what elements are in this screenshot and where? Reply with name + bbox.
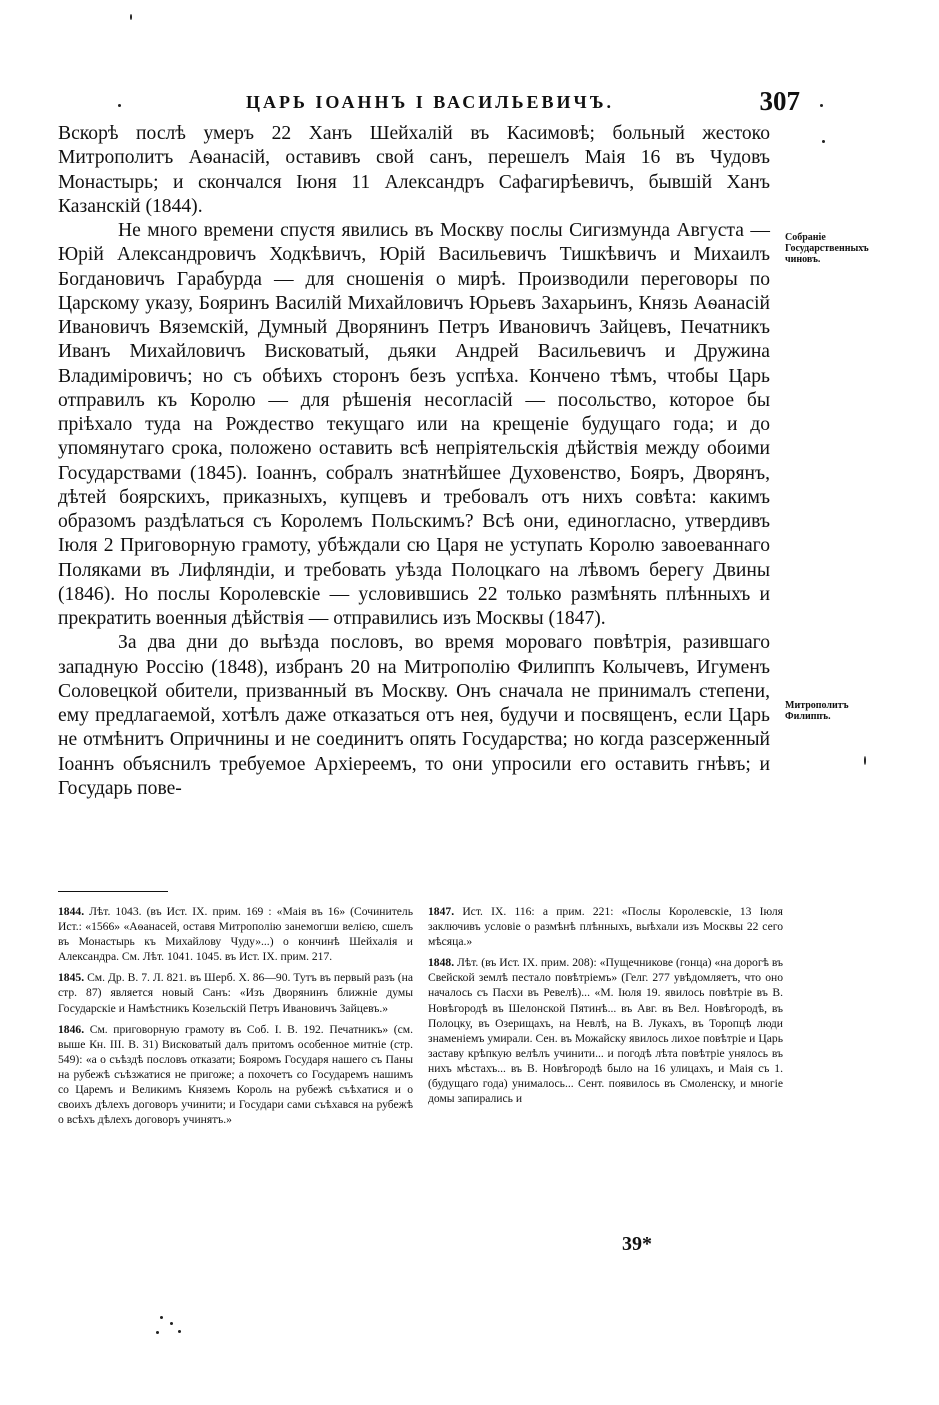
footnote-text: См. Др. В. 7. Л. 821. въ Шерб. Х. 86—90. Тутъ въ первый разъ (на стр. 87) является новый Санъ: «Изъ Дворянинъ ближніе думы Государскіе и Намѣстникъ Козельскій Петръ Ивановичъ Зайцевъ.» — [58, 971, 413, 1015]
paragraph: За два дни до выѣзда пословъ, во время мороваго повѣтрія, разившаго западную Россію (1848), избранъ 20 на Митрополію Филиппъ Колычевъ, Игуменъ Соловецкой обители, призванный въ Москву. Онъ сначала не принималъ степени, ему предлагаемой, хотѣлъ даже отказаться отъ нея, будучи и посвященъ, если Царь не отмѣнитъ Опричнины и не соединитъ опять Государства; но когда разсерженный Іоаннъ объяснилъ требуемое Архіереемъ, то они упросили его оставить гнѣвъ; и Государь пове- — [58, 632, 770, 799]
footnote-rule — [58, 891, 168, 892]
page-header — [60, 86, 800, 120]
margin-note: Митрополитъ Филиппъ. — [785, 700, 849, 722]
scan-speck — [118, 104, 121, 107]
printer-signature-mark: 39* — [622, 1233, 652, 1255]
footnote-number: 1844. — [58, 905, 85, 918]
footnote-number: 1845. — [58, 971, 85, 985]
margin-note: Собраніе Государственныхъ чиновъ. — [785, 232, 869, 265]
scan-speck — [864, 756, 866, 765]
footnote-number: 1847. — [428, 905, 455, 918]
footnote-text: См. приговорную грамоту въ Соб. I. В. 192. Печатникъ» (см. выше Кн. III. В. 31) Висковатый далъ притомъ особенное митніе (стр. 549): «а о съѣздѣ пословъ отказати; Бояромъ Государя нашего съ Паны на рубежѣ съѣзжатися не пригоже; а похочетъ со Государемъ нашимъ со Царемъ и Великимъ Княземъ Король на рубежѣ съѣхатися и о своихъ дѣлехъ договоръ учинити; и Государи сами съѣхався на рубежѣ о всѣхъ дѣлехъ договоръ учинятъ.» — [58, 1022, 413, 1127]
paragraph: Не много времени спустя явились въ Москву послы Сигизмунда Августа — Юрій Александровичъ Ходкѣвичъ, Юрій Васильевичъ Тишкѣвичъ и Михаилъ Богдановичъ Гарабурда — для сношенія о мирѣ. Производили переговоры по Царскому указу, Бояринъ Василій Михайловичъ Юрьевъ Захарьинъ, Князь Аѳанасій Ивановичъ Вяземскій, Думный Дворянинъ Петръ Ивановичъ Зайцевъ, Печатникъ Иванъ Михайловичъ Висковатый, дьяки Андрей Васильевичъ и Дружина Владиміровичъ; но съ обѣихъ сторонъ безъ успѣха. Кончено тѣмъ, чтобы Царь отправилъ къ Королю — для рѣшенія несогласій — посольство, которое бы пріѣхало туда на Рождество текущаго или на крещеніе будущаго года; и до упомянутаго срока, положено оставить всѣ непріятельскія дѣйствія между обоими Государствами (1845). Іоаннъ, собралъ знатнѣйшее Духовенство, Бояръ, Дворянъ, дѣтей боярскихъ, приказныхъ, купцевъ и требовалъ отъ нихъ совѣта: какимъ образомъ раздѣлаться съ Королемъ Польскимъ? Всѣ они, единогласно, утвердивъ Іюля 2 Приговорную грамоту, убѣждали сю Царя не уступать Королю завоеваннаго Поляками въ Лифляндіи, и требовать уѣзда Полоцкаго на лѣвомъ берегу Двины (1846). Но послы Королевскіе — условившись 22 только размѣнять плѣнныхъ и прекратить военныя дѣйствія — отправились изъ Москвы (1847). — [58, 220, 770, 629]
footnote — [428, 955, 783, 1106]
footnotes-left-column — [58, 904, 413, 1133]
scan-speck — [130, 14, 132, 20]
footnote-text: Ист. IX. 116: а прим. 221: «Послы Королевскіе, 13 Іюля заключивъ условіе о размѣнѣ плѣнныхъ, выѣхали изъ Москвы 22 сего мѣсяца.» — [428, 905, 784, 949]
footnote-text: Лѣт. (въ Ист. IX. прим. 208): «Пущечникове (гонца) «на дорогѣ въ Свейской землѣ пестало повѣтріемъ» (Гелг. 277 увѣдомляетъ, что оно началось съ Пасхи въ Ревелѣ)... «М. Іюля 19. явилось повѣтріе въ В. Новѣгородѣ въ Шелонской Пятинѣ... въ Авг. въ Вел. Новѣгородѣ, въ Полоцку, въ Озерищахъ, на Невлѣ, на В. Лукахъ, въ Торопцѣ люди знаменіемъ умирали. Сен. въ Можайску явилось лихое повѣтріе и Царь заставу крѣпкую велѣлъ учинити... и погодѣ лѣта повѣтріе унялось въ нихъ мѣстахъ... въ В. Новѣгородѣ было на 16 улицахъ, и Маія съ 1. (будущаго года) унималось... Сент. появилось въ Смоленску, и многіе домы запирались и — [428, 956, 783, 1106]
running-title: ЦАРЬ ІОАННЪ І ВАСИЛЬЕВИЧЪ. — [245, 92, 615, 112]
footnotes-right-column — [428, 904, 783, 1112]
footnote — [58, 1022, 413, 1128]
footnote-number: 1846. — [58, 1022, 85, 1036]
footnote — [58, 970, 413, 1015]
scan-speck — [170, 1322, 173, 1325]
paragraph: Вскорѣ послѣ умеръ 22 Ханъ Шейхалій въ Касимовѣ; больный жестоко Митрополитъ Аѳанасій, оставивъ свой санъ, перешелъ Маія 16 въ Чудовъ Монастырь; и скончался Іюня 11 Александръ Сафагирѣевичъ, бывшій Ханъ Казанскій (1844). — [58, 123, 770, 217]
main-text — [58, 122, 770, 801]
page-number: 307 — [759, 86, 800, 116]
scan-speck — [822, 140, 825, 143]
footnote-text: Лѣт. 1043. (въ Ист. IX. прим. 169 : «Маія въ 16» (Сочинитель Ист.: «1566» «Аѳанасей, оставя Митрополію занемогши велією, сшелъ въ Монастырь къ Михайлову Чуду»...) о кончинѣ Шейхалія и Александра. См. Лѣт. 1041. 1045. въ Ист. IX. прим. 217. — [58, 905, 413, 964]
footnote — [428, 904, 783, 949]
scan-speck — [178, 1330, 181, 1333]
scan-speck — [820, 104, 823, 107]
scan-speck — [160, 1316, 163, 1319]
footnote-number: 1848. — [428, 956, 455, 970]
scan-speck — [156, 1331, 159, 1334]
footnote — [58, 904, 413, 964]
